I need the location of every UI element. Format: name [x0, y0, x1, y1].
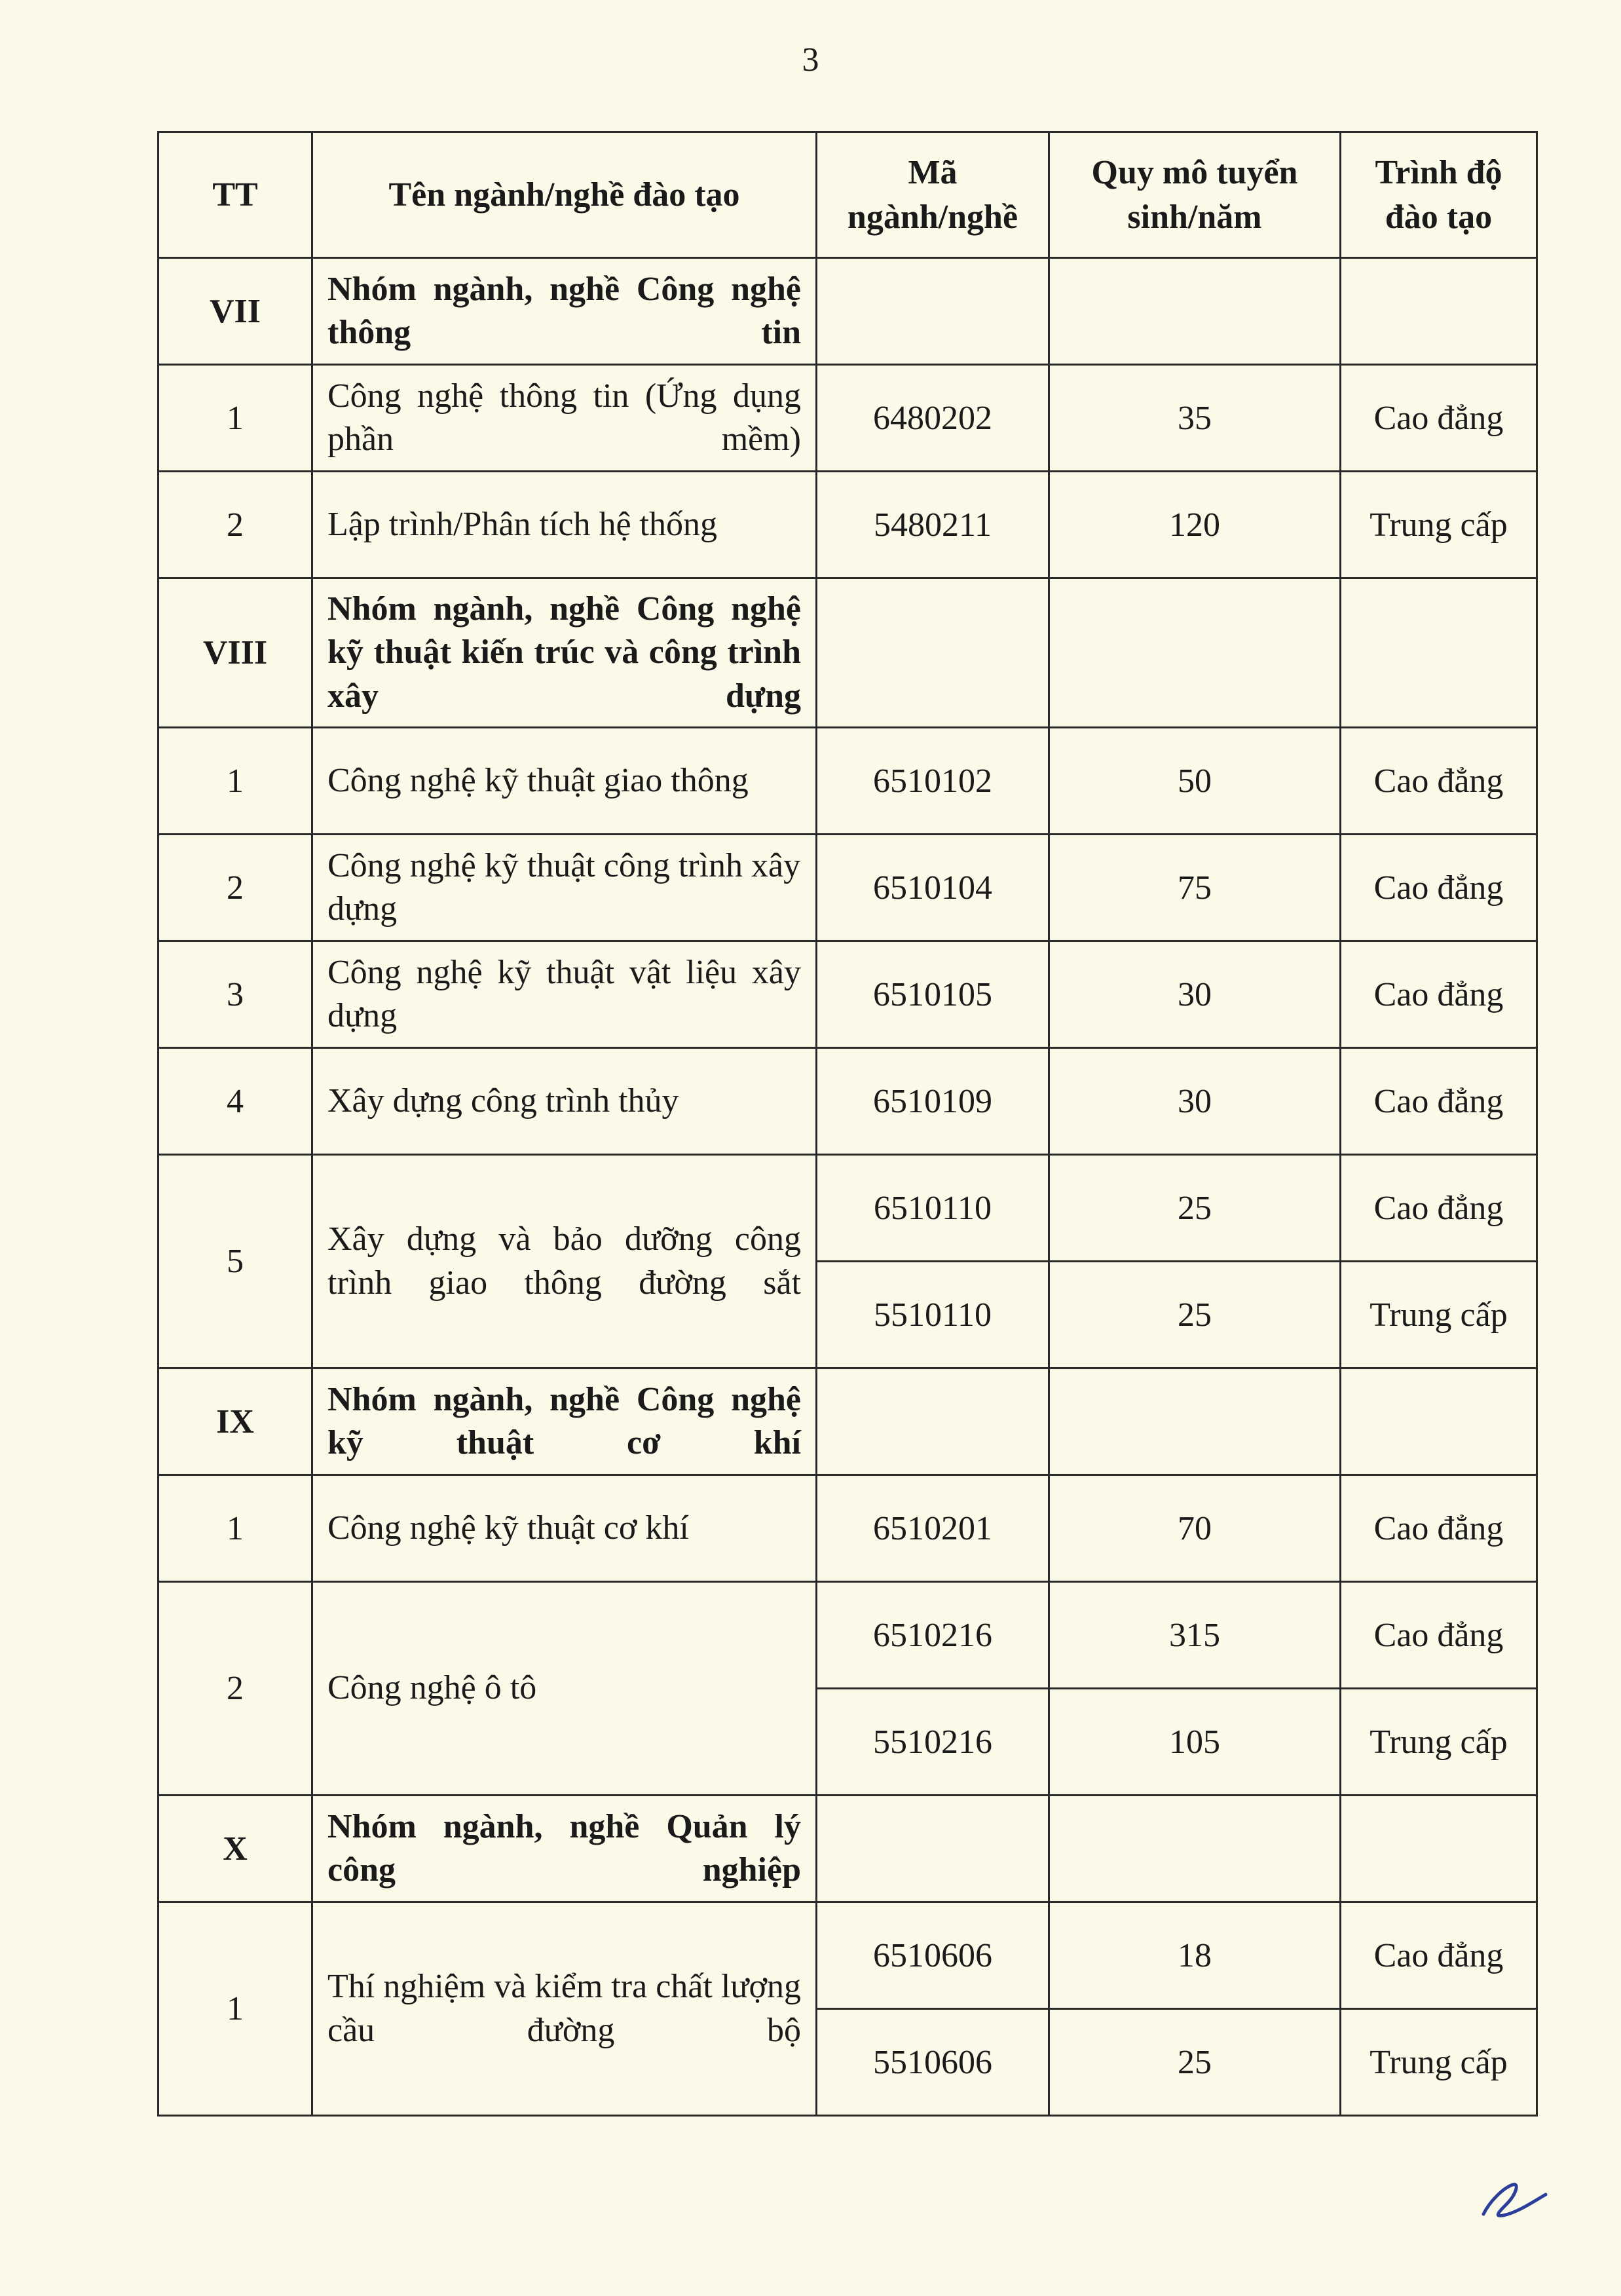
table-row: [158, 1048, 1537, 1155]
group-row: [158, 578, 1537, 728]
row-qty: 30: [1049, 941, 1341, 1048]
row-tt: VII: [158, 258, 312, 365]
row-name: Lập trình/Phân tích hệ thống: [312, 472, 817, 578]
row-tt: 2: [158, 835, 312, 941]
row-name: Công nghệ kỹ thuật giao thông: [312, 728, 817, 835]
group-row: [158, 1368, 1537, 1475]
row-level: Trung cấp: [1341, 472, 1537, 578]
row-level: Cao đẳng: [1341, 1582, 1537, 1689]
row-tt: 4: [158, 1048, 312, 1155]
row-name: Công nghệ thông tin (Ứng dụng phần mềm): [312, 365, 817, 472]
row-code: 6510201: [817, 1475, 1049, 1582]
row-tt: 1: [158, 365, 312, 472]
table-row: [158, 1582, 1537, 1689]
header-row: [158, 132, 1537, 258]
row-qty: 30: [1049, 1048, 1341, 1155]
row-tt: 2: [158, 1582, 312, 1796]
row-tt: 1: [158, 1475, 312, 1582]
row-qty: 120: [1049, 472, 1341, 578]
table-row: [158, 941, 1537, 1048]
row-level: Trung cấp: [1341, 2009, 1537, 2116]
row-level: Cao đẳng: [1341, 835, 1537, 941]
row-code: 6510102: [817, 728, 1049, 835]
row-code: 5510110: [817, 1262, 1049, 1368]
training-programs-table: [157, 131, 1538, 2117]
row-qty: 105: [1049, 1689, 1341, 1796]
header-code: Mã ngành/nghề: [817, 132, 1049, 258]
row-code: 5480211: [817, 472, 1049, 578]
row-tt: 3: [158, 941, 312, 1048]
row-level: Cao đẳng: [1341, 1475, 1537, 1582]
page-number: 3: [802, 41, 819, 79]
table-row: [158, 835, 1537, 941]
row-level: Cao đẳng: [1341, 941, 1537, 1048]
group-row: [158, 258, 1537, 365]
row-qty: 25: [1049, 1262, 1341, 1368]
row-tt: X: [158, 1796, 312, 1902]
row-code: 6510105: [817, 941, 1049, 1048]
table-row: [158, 472, 1537, 578]
row-tt: 2: [158, 472, 312, 578]
row-qty: 18: [1049, 1902, 1341, 2009]
group-name: Nhóm ngành, nghề Công nghệ kỹ thuật kiến trúc và công trình xây dựng: [312, 578, 817, 728]
row-tt: 1: [158, 1902, 312, 2116]
header-qty: Quy mô tuyển sinh/năm: [1049, 132, 1341, 258]
row-tt: 5: [158, 1155, 312, 1368]
row-code: 6510216: [817, 1582, 1049, 1689]
row-name: Xây dựng và bảo dưỡng công trình giao thông đường sắt: [312, 1155, 817, 1368]
group-row: [158, 1796, 1537, 1902]
row-tt: VIII: [158, 578, 312, 728]
row-code: 6480202: [817, 365, 1049, 472]
row-tt: 1: [158, 728, 312, 835]
header-name: Tên ngành/nghề đào tạo: [312, 132, 817, 258]
row-level: Trung cấp: [1341, 1262, 1537, 1368]
row-qty: 25: [1049, 2009, 1341, 2116]
row-code: 6510109: [817, 1048, 1049, 1155]
row-level: Cao đẳng: [1341, 365, 1537, 472]
row-code: 6510606: [817, 1902, 1049, 2009]
row-level: Cao đẳng: [1341, 728, 1537, 835]
row-name: Thí nghiệm và kiểm tra chất lượng cầu đường bộ: [312, 1902, 817, 2116]
row-name: Công nghệ kỹ thuật vật liệu xây dựng: [312, 941, 817, 1048]
row-level: Trung cấp: [1341, 1689, 1537, 1796]
row-code: 6510104: [817, 835, 1049, 941]
row-qty: 315: [1049, 1582, 1341, 1689]
row-qty: 75: [1049, 835, 1341, 941]
group-name: Nhóm ngành, nghề Quản lý công nghiệp: [312, 1796, 817, 1902]
row-name: Xây dựng công trình thủy: [312, 1048, 817, 1155]
row-name: Công nghệ ô tô: [312, 1582, 817, 1796]
table-row: [158, 728, 1537, 835]
row-code: 5510216: [817, 1689, 1049, 1796]
header-tt: TT: [158, 132, 312, 258]
row-qty: 25: [1049, 1155, 1341, 1262]
row-name: Công nghệ kỹ thuật công trình xây dựng: [312, 835, 817, 941]
row-qty: 70: [1049, 1475, 1341, 1582]
row-qty: 50: [1049, 728, 1341, 835]
table-row: [158, 1902, 1537, 2009]
row-name: Công nghệ kỹ thuật cơ khí: [312, 1475, 817, 1582]
row-qty: 35: [1049, 365, 1341, 472]
group-name: Nhóm ngành, nghề Công nghệ thông tin: [312, 258, 817, 365]
header-level: Trình độ đào tạo: [1341, 132, 1537, 258]
group-name: Nhóm ngành, nghề Công nghệ kỹ thuật cơ khí: [312, 1368, 817, 1475]
table-row: [158, 1475, 1537, 1582]
row-code: 5510606: [817, 2009, 1049, 2116]
row-code: 6510110: [817, 1155, 1049, 1262]
row-tt: IX: [158, 1368, 312, 1475]
table-row: [158, 365, 1537, 472]
row-level: Cao đẳng: [1341, 1902, 1537, 2009]
table-row: [158, 1155, 1537, 1262]
row-level: Cao đẳng: [1341, 1048, 1537, 1155]
initial-signature-mark: [1477, 2175, 1549, 2227]
row-level: Cao đẳng: [1341, 1155, 1537, 1262]
